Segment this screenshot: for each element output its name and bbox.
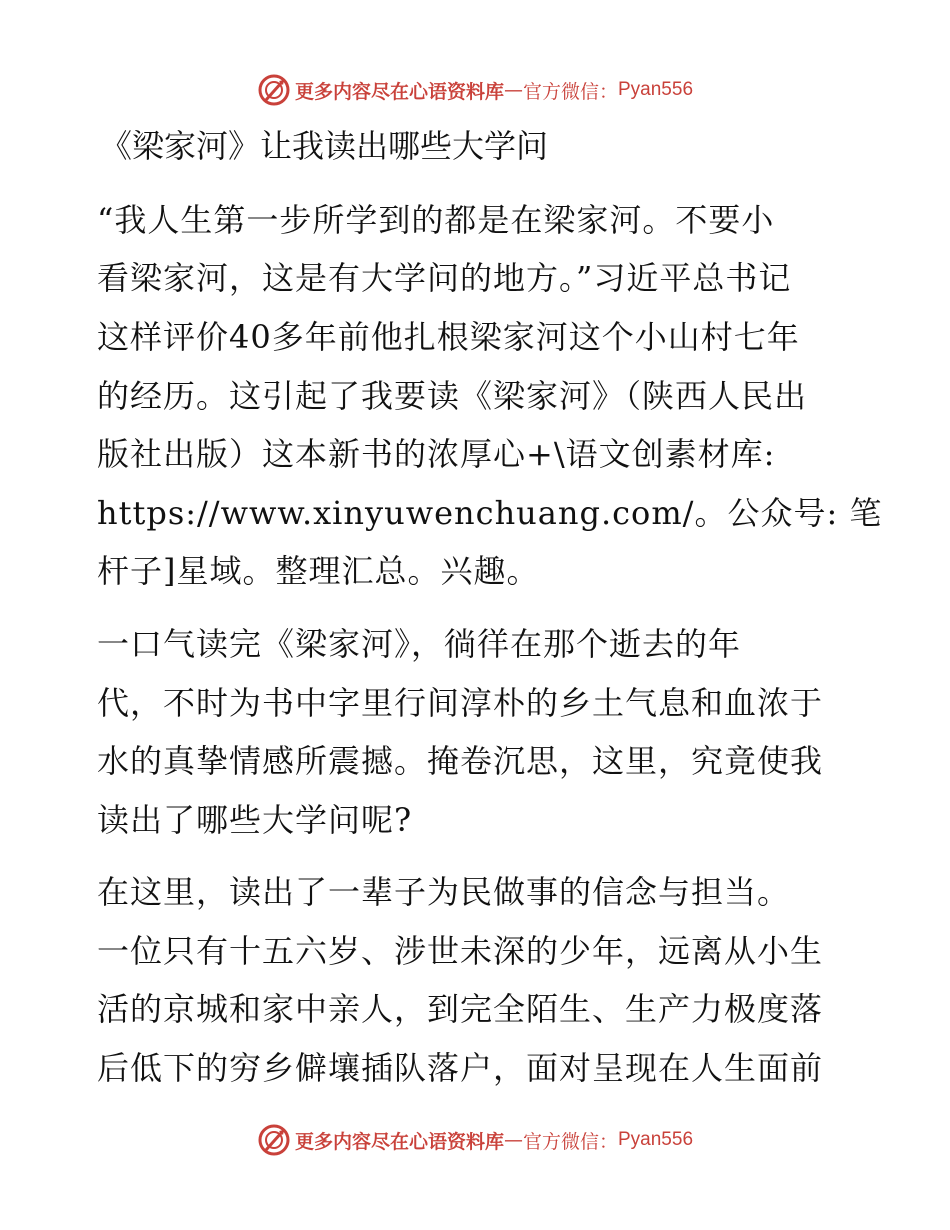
body-line: 看梁家河，这是有大学问的地方。”习近平总书记 [97, 259, 792, 297]
banner-wechat-label: 官方微信： [522, 80, 618, 103]
body-line: 一位只有十五六岁、涉世未深的少年，远离从小生 [97, 932, 824, 970]
banner-separator: — [503, 1129, 523, 1151]
body-line: 在这里，读出了一辈子为民做事的信念与担当。 [97, 873, 791, 911]
body-line: https://www.xinyuwenchuang.com/。公众号: 笔 [97, 494, 883, 532]
header-banner [0, 70, 950, 110]
body-line: 后低下的穷乡僻壤插队落户，面对呈现在人生面前 [97, 1049, 824, 1087]
banner-wechat-id: Pyan556 [618, 79, 694, 100]
brand-logo-icon [257, 1123, 291, 1157]
body-line: “我人生第一步所学到的都是在梁家河。不要小 [97, 201, 775, 239]
body-line: 活的京城和家中亲人，到完全陌生、生产力极度落 [97, 990, 824, 1028]
body-line: 版社出版）这本新书的浓厚心+\语文创素材库: [97, 435, 776, 473]
body-line: 的经历。这引起了我要读《梁家河》（陕西人民出 [97, 377, 808, 415]
banner-wechat-label: 官方微信： [522, 1130, 618, 1153]
banner-site-text: 更多内容尽在心语资料库 [294, 80, 504, 103]
banner-separator: — [503, 79, 523, 101]
brand-logo-icon [257, 73, 291, 107]
body-line: 代，不时为书中字里行间淳朴的乡土气息和血浓于 [97, 684, 824, 722]
body-line: 这样评价40多年前他扎根梁家河这个小山村七年 [97, 318, 800, 356]
body-line: 读出了哪些大学问呢? [97, 801, 413, 839]
body-line: 一口气读完《梁家河》，徜徉在那个逝去的年 [97, 625, 742, 663]
body-line: 水的真挚情感所震撼。掩卷沉思，这里，究竟使我 [97, 742, 824, 780]
body-line: 杆子]星域。整理汇总。兴趣。 [97, 552, 540, 590]
banner-wechat-id: Pyan556 [618, 1129, 694, 1150]
banner-site-text: 更多内容尽在心语资料库 [294, 1130, 504, 1153]
document-title: 《梁家河》让我读出哪些大学问 [100, 127, 549, 165]
footer-banner [0, 1120, 950, 1160]
